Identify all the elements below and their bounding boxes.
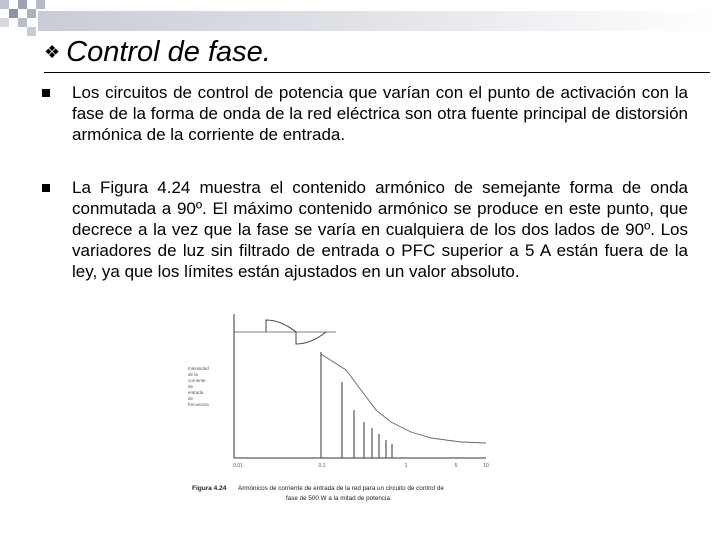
bullet-item (42, 177, 688, 282)
x-tick-label: 10 (483, 463, 489, 469)
figure-caption-line: fase de 500 W a la mitad de potencia. (286, 495, 392, 502)
figure-caption-line: Armónicos de corriente de entrada de la red para un circuito de control de (238, 485, 444, 492)
harmonics-figure-graphic (186, 310, 506, 510)
bullet-text: La Figura 4.24 muestra el contenido armónico de semejante forma de onda conmutada a 90º. El máximo contenido armónico se produce en este punto, que decrece a la vez que la fase se varía en cualquiera de los dos lados de 90º. Los variadores de luz sin filtrado de entrada o PFC superior a 5 A están fuera de la ley, ya que los límites están ajustados en un valor absoluto. (72, 178, 688, 281)
waveform-pos (266, 320, 296, 332)
square-bullet-icon (42, 184, 50, 192)
slide-title (44, 32, 271, 72)
y-axis-label: Intensidad (188, 366, 209, 371)
title-underline (44, 72, 710, 73)
y-axis-label: corriente (188, 378, 206, 383)
y-axis-label: de (188, 396, 194, 401)
square-bullet-icon (42, 89, 50, 97)
figure-caption-label: Figura 4.24 (192, 485, 227, 492)
header-band (38, 11, 720, 31)
x-tick-label: 1 (404, 463, 408, 469)
y-axis-label: de la (188, 372, 198, 377)
limit-curve (321, 354, 486, 443)
bullet-item (42, 82, 688, 145)
x-tick-label: 0.1 (318, 463, 326, 469)
waveform-neg (296, 332, 326, 344)
slide-title-text: Control de fase. (66, 35, 271, 68)
diamond-cluster-icon: ❖ (44, 41, 61, 62)
y-axis-label: entrada (188, 390, 204, 395)
y-axis-label: frecuencia (188, 402, 209, 407)
harmonic-bars (321, 352, 392, 458)
harmonics-figure (186, 310, 506, 510)
bullet-text: Los circuitos de control de potencia que varían con el punto de activación con la fase de la forma de onda de la red eléctrica son otra fuente principal de distorsión armónica de la corriente de entrada. (72, 83, 688, 144)
x-tick-label: 5 (454, 463, 458, 469)
x-tick-label: 0.01 (233, 463, 243, 469)
y-axis-label: de (188, 384, 194, 389)
